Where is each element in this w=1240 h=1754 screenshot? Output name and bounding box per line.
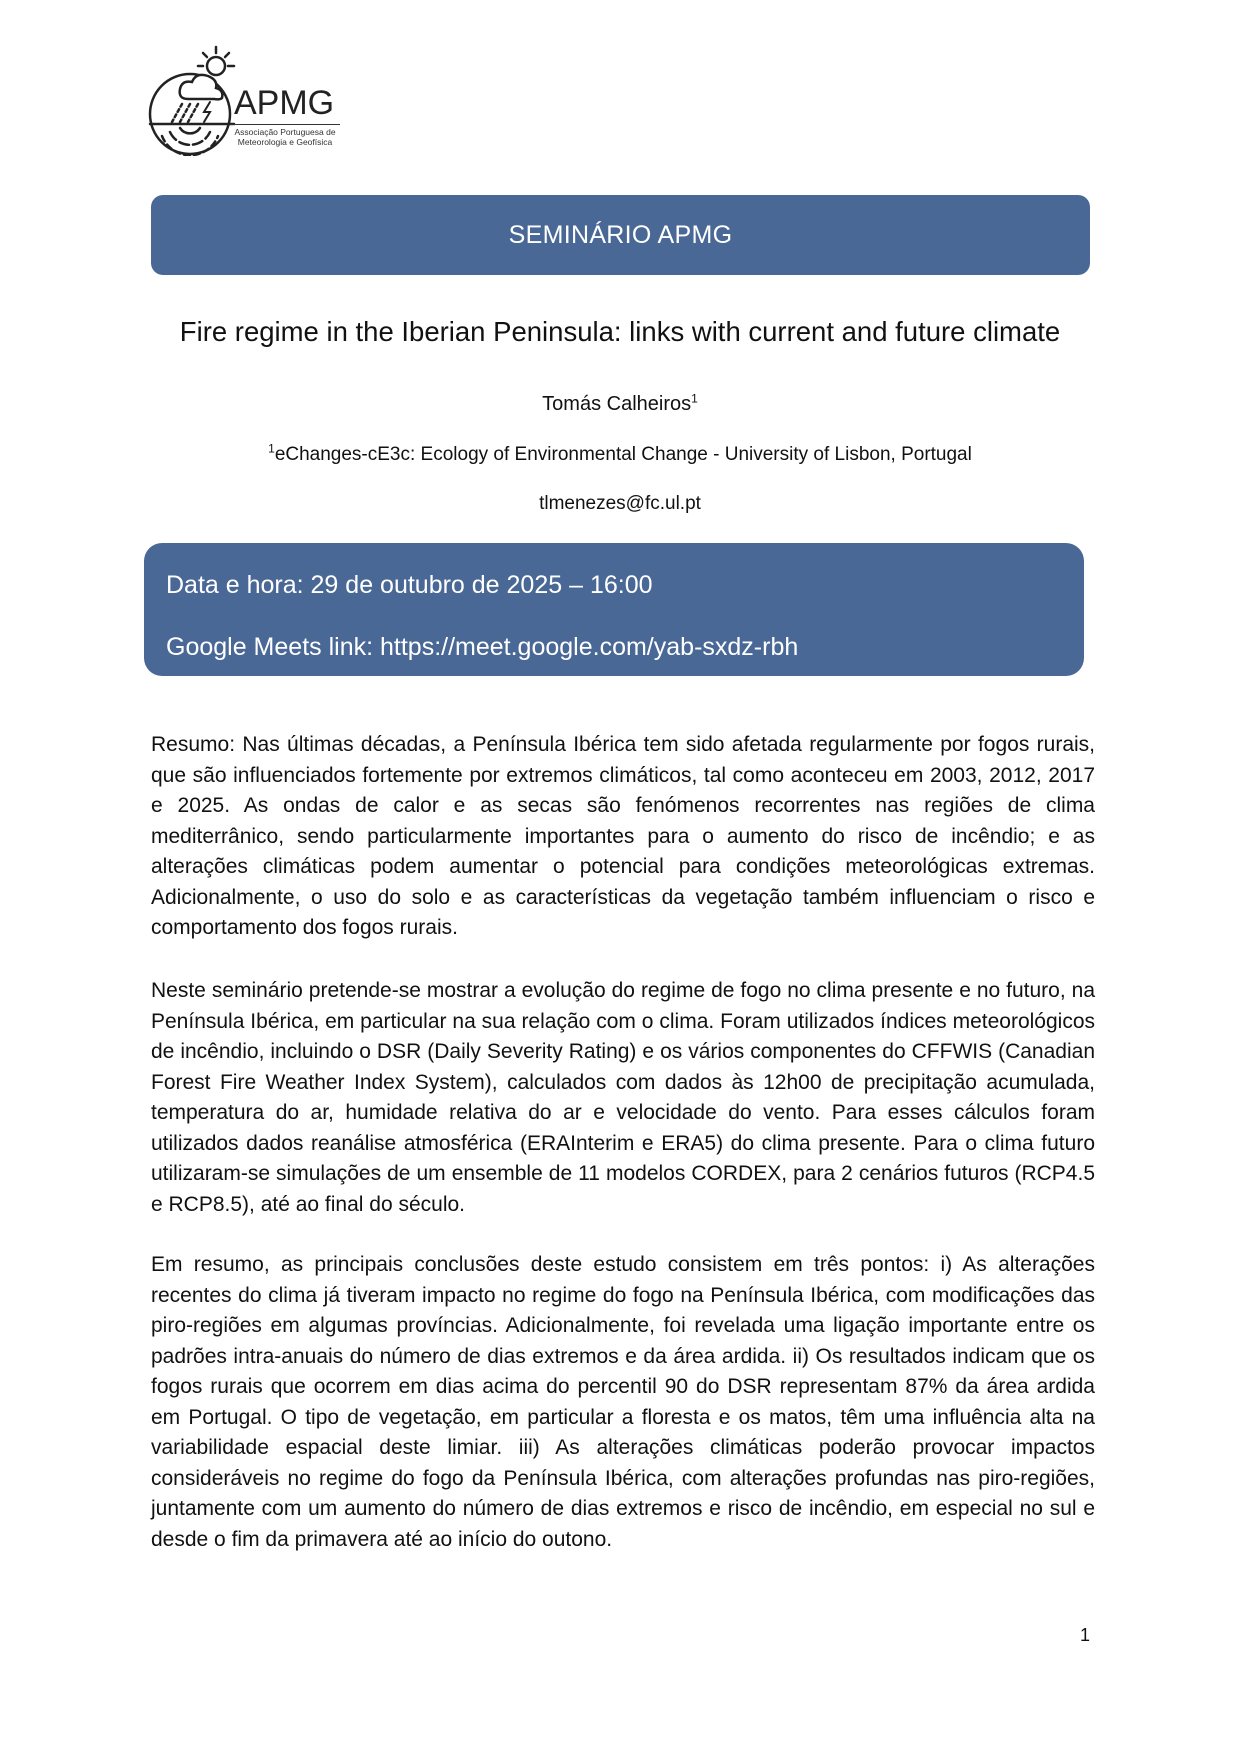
page-number: 1 — [1080, 1625, 1091, 1645]
abstract-p1-text: Nas últimas décadas, a Península Ibérica tem sido afetada regularmente por fogos rurais, que são influenciados fortemente por extremos climáticos, tal como aconteceu em 2003, 2012, 2017 e 2025. As ondas de calor e as secas são fenómenos recorrentes nas regiões de clima mediterrânico, sendo particularmente importantes para o aumento do risco de incêndio; e as alterações climáticas podem aumentar o potencial para condições meteorológicas extremas. Adicionalmente, o uso do solo e as características da vegetação também influenciam o risco e comportamento dos fogos rurais. — [151, 733, 1095, 939]
seminar-banner — [151, 195, 1090, 275]
affiliation-superscript: 1 — [268, 441, 275, 456]
logo-divider — [230, 124, 340, 125]
apmg-logo — [148, 44, 348, 156]
meet-link[interactable]: https://meet.google.com/yab-sxdz-rbh — [380, 633, 799, 661]
meet-link-label: Google Meets link: — [166, 633, 380, 661]
event-datetime: Data e hora: 29 de outubro de 2025 – 16:00 — [166, 571, 653, 599]
affiliation — [0, 441, 1240, 466]
affiliation-text: eChanges-cE3c: Ecology of Environmental Change - University of Lisbon, Portugal — [274, 444, 972, 465]
abstract-paragraph-2: Neste seminário pretende-se mostrar a evolução do regime de fogo no clima presente e no futuro, na Península Ibérica, em particular na sua relação com o clima. Foram utilizados índices meteorológicos de incêndio, incluindo o DSR (Daily Severity Rating) e os vários componentes do CFFWIS (Canadian Forest Fire Weather Index System), calculados com dados às 12h00 de precipitação acumulada, temperatura do ar, humidade relativa do ar e velocidade do vento. Para esses cálculos foram utilizados dados reanálise atmosférica (ERAInterim e ERA5) do clima presente. Para o clima futuro utilizaram-se simulações de um ensemble de 11 modelos CORDEX, para 2 cenários futuros (RCP4.5 e RCP8.5), até ao final do século. — [151, 979, 1095, 1216]
logo-subtitle-line1: Associação Portuguesa de — [234, 127, 336, 137]
author-name: Tomás Calheiros — [542, 393, 692, 415]
event-info-box — [144, 543, 1084, 676]
logo-subtitle-line2: Meteorologia e Geofísica — [237, 137, 333, 147]
abstract-paragraph-3: Em resumo, as principais conclusões deste estudo consistem em três pontos: i) As alterações recentes do clima já tiveram impacto no regime do fogo na Península Ibérica, com modificações das piro-regiões em algumas províncias. Adicionalmente, foi revelada uma ligação importante entre os padrões intra-anuais do número de dias extremos e da área ardida. ii) Os resultados indicam que os fogos rurais que ocorrem em dias acima do percentil 90 do DSR representam 87% da área ardida em Portugal. O tipo de vegetação, em particular a floresta e os matos, têm uma influência alta na variabilidade espacial deste limiar. iii) As alterações climáticas poderão provocar impactos consideráveis no regime do fogo da Península Ibérica, com alterações profundas nas piro-regiões, juntamente com um aumento do número de dias extremos e risco de incêndio, em especial no sul e desde o fim da primavera até ao início do outono. — [151, 1253, 1095, 1551]
abstract-label: Resumo: — [151, 733, 236, 756]
logo-subtitle — [230, 127, 340, 147]
banner-text: SEMINÁRIO APMG — [508, 220, 733, 249]
weather-radar-logo-icon — [148, 44, 238, 156]
author-email[interactable]: tlmenezes@fc.ul.pt — [539, 493, 701, 514]
abstract-paragraph-1 — [151, 730, 1095, 944]
author — [0, 393, 1240, 416]
event-link-line — [166, 633, 798, 662]
logo-title: APMG — [234, 84, 335, 122]
talk-title: Fire regime in the Iberian Peninsula: links with current and future climate — [179, 316, 1061, 347]
author-superscript: 1 — [691, 391, 698, 406]
